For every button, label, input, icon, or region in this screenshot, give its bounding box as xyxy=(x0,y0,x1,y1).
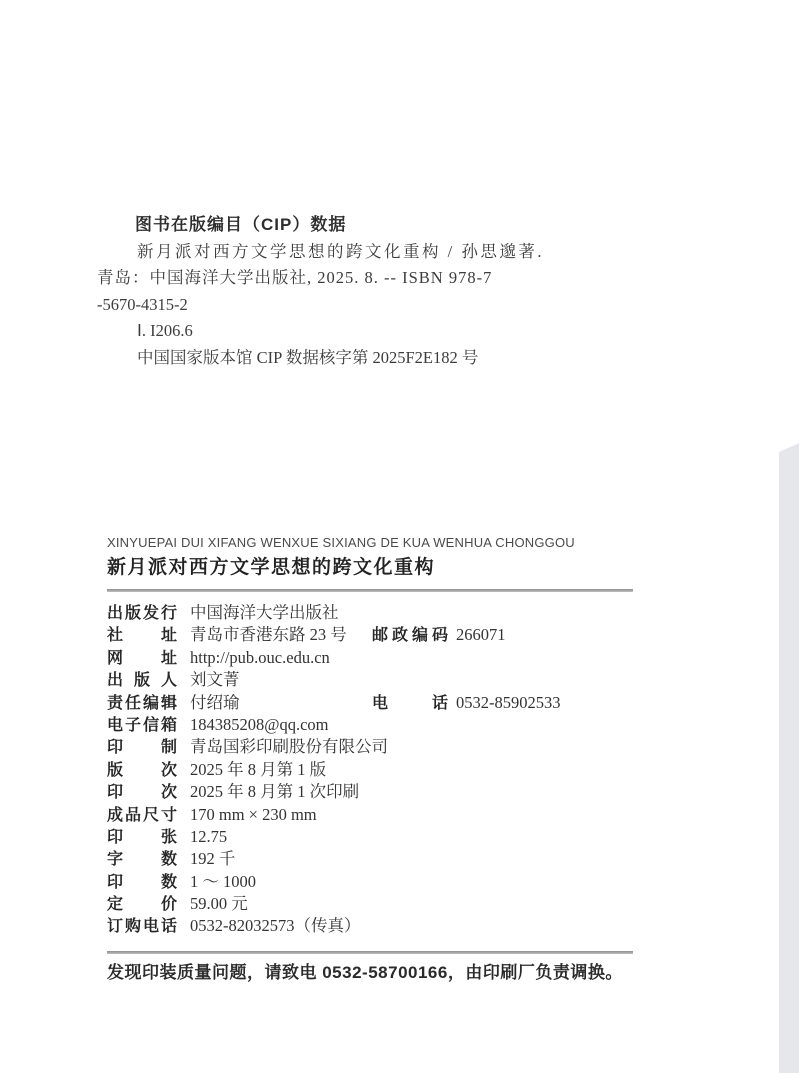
row-value: 0532-85902533 xyxy=(456,692,561,712)
row-value: 青岛国彩印刷股份有限公司 xyxy=(190,737,388,757)
row-value: 184385208@qq.com xyxy=(190,714,329,734)
row-label: 字数 xyxy=(107,851,177,869)
cip-line-classification: Ⅰ. I206.6 xyxy=(137,321,193,340)
cip-line-title-author: 新月派对西方文学思想的跨文化重构 / 孙思邈著. xyxy=(137,241,544,261)
row-label: 印数 xyxy=(107,873,177,891)
row-label: 出版发行 xyxy=(107,605,177,622)
table-row xyxy=(107,804,647,826)
row-value: 付绍瑜 xyxy=(190,692,240,712)
table-row xyxy=(107,602,647,624)
colophon-table xyxy=(107,602,647,938)
postcode-field xyxy=(372,624,506,647)
row-label: 印张 xyxy=(107,828,177,846)
row-value: 59.00 元 xyxy=(190,894,248,914)
row-value: 中国海洋大学出版社 xyxy=(190,603,339,622)
row-value: 170 mm × 230 mm xyxy=(190,804,317,824)
table-row xyxy=(107,736,647,758)
row-label: 版次 xyxy=(107,761,177,779)
row-label: 印制 xyxy=(107,739,177,757)
row-value: 192 千 xyxy=(190,849,236,869)
table-row xyxy=(107,647,647,669)
row-label: 印次 xyxy=(107,784,177,802)
table-row xyxy=(107,915,647,937)
phone-field xyxy=(372,692,561,715)
romanized-title: XINYUEPAI DUI XIFANG WENXUE SIXIANG DE KUA WENHUA CHONGGOU xyxy=(107,535,575,550)
title-divider-rule xyxy=(107,589,633,592)
table-row xyxy=(107,871,647,893)
row-value: 0532-82032573（传真） xyxy=(190,916,361,936)
row-value: 1 ～ 1000 xyxy=(190,871,256,891)
row-label: 电话 xyxy=(372,694,448,712)
row-label: 定价 xyxy=(107,896,177,914)
row-value: 刘文菁 xyxy=(190,670,240,690)
table-row xyxy=(107,669,647,691)
table-row xyxy=(107,692,647,714)
notice-divider-rule xyxy=(107,951,633,954)
table-row xyxy=(107,781,647,803)
row-label: 责任编辑 xyxy=(107,694,177,712)
book-title: 新月派对西方文学思想的跨文化重构 xyxy=(107,557,436,578)
table-row xyxy=(107,714,647,736)
table-row xyxy=(107,826,647,848)
quality-notice: 发现印装质量问题，请致电 0532-58700166，由印刷厂负责调换。 xyxy=(107,963,623,982)
row-value: 2025 年 8 月第 1 次印刷 xyxy=(190,782,360,802)
table-row xyxy=(107,893,647,915)
row-label: 网址 xyxy=(107,649,177,667)
row-label: 电子信箱 xyxy=(107,716,177,734)
cip-line-publisher-isbn: 青岛：中国海洋大学出版社, 2025. 8. -- ISBN 978-7 xyxy=(97,268,493,287)
cip-line-record-number: 中国国家版本馆 CIP 数据核字第 2025F2E182 号 xyxy=(137,347,479,367)
row-label: 订购电话 xyxy=(107,918,177,936)
title-block xyxy=(107,536,633,592)
row-value: 2025 年 8 月第 1 版 xyxy=(190,759,327,779)
row-value: http://pub.ouc.edu.cn xyxy=(190,647,330,667)
row-label: 出版人 xyxy=(107,672,177,690)
row-label: 成品尺寸 xyxy=(107,806,177,824)
cip-block xyxy=(97,212,627,371)
row-label: 邮政编码 xyxy=(372,627,448,645)
row-value: 12.75 xyxy=(190,826,228,846)
page-edge-shadow xyxy=(779,443,799,1073)
row-value: 266071 xyxy=(456,625,506,645)
row-value: 青岛市香港东路 23 号 xyxy=(190,625,347,645)
table-row xyxy=(107,848,647,870)
table-row xyxy=(107,624,647,646)
cip-line-isbn-continued: -5670-4315-2 xyxy=(97,294,188,314)
cip-heading: 图书在版编目（CIP）数据 xyxy=(135,215,347,234)
row-label: 社址 xyxy=(107,627,177,645)
table-row xyxy=(107,759,647,781)
